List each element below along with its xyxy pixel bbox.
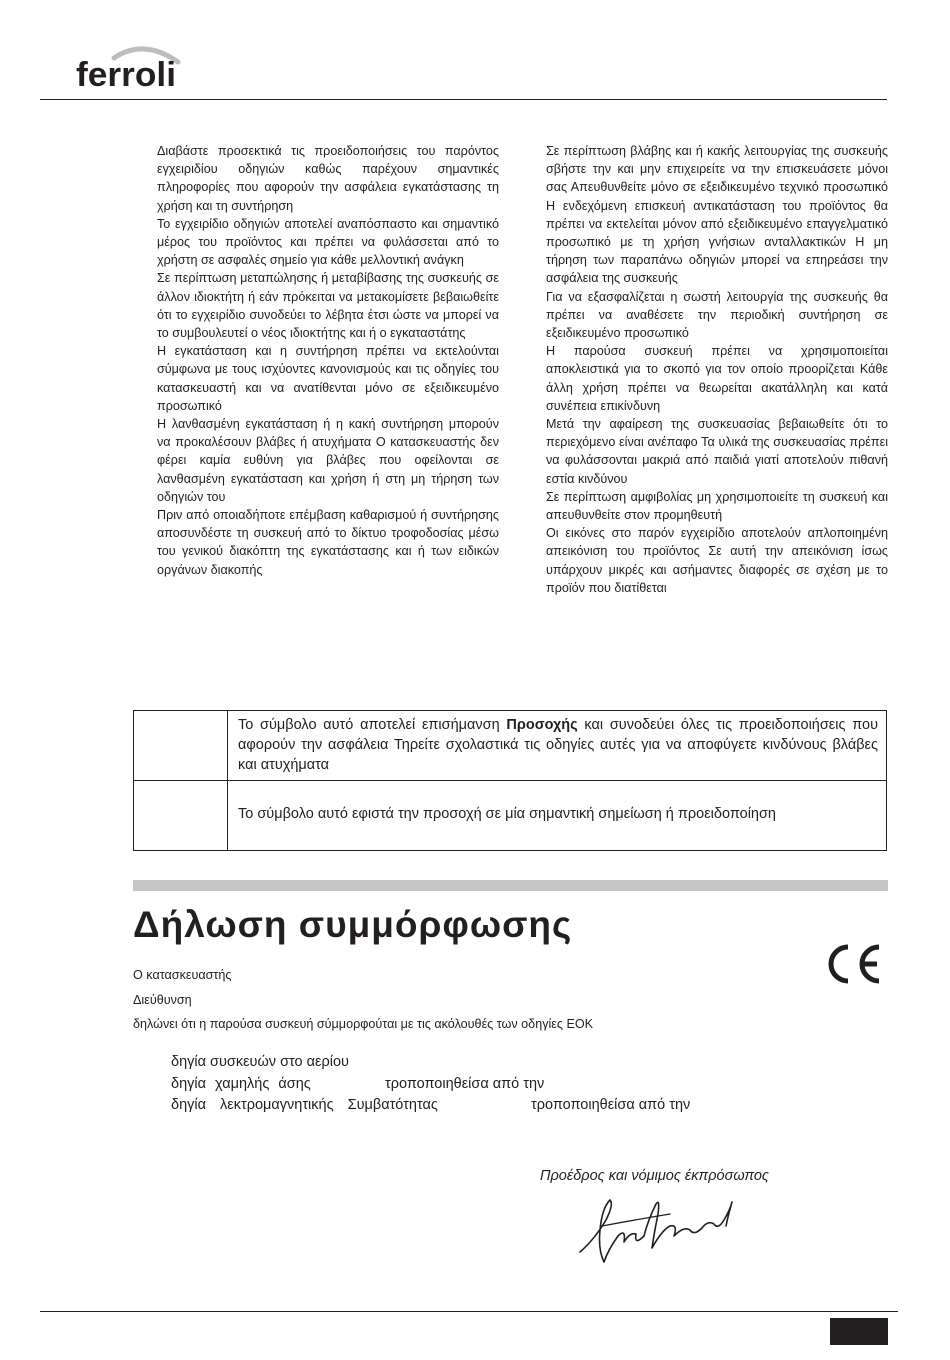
header-rule [40, 99, 887, 100]
paragraph: Η εγκατάσταση και η συντήρηση πρέπει να εκτελούνται σύμφωνα με τους ισχύοντες κανονισμούς και τις οδηγίες του κατασκευαστή και να ανατίθενται μόνο σε εξειδικευμένο προσωπικό [157, 344, 499, 413]
page-number-box [830, 1318, 888, 1345]
paragraph: Η παρούσα συσκευή πρέπει να χρησιμοποιείται αποκλειστικά για το σκοπό για τον οποίο προορίζεται Κάθε άλλη χρήση πρέπει να θεωρείται ακατάλληλη και κατά συνέπεια επικίνδυνη [546, 344, 888, 413]
manufacturer-label: Ο κατασκευαστής [133, 968, 232, 982]
directive-low-voltage-amended: τροποποιηθείσα από την [385, 1076, 545, 1092]
left-column [157, 142, 499, 579]
paragraph: Για να εξασφαλίζεται η σωστή λειτουργία της συσκευής θα πρέπει να αναθέσετε την περιοδική συντήρηση σε εξειδικευμένο προσωπικό [546, 289, 888, 341]
note-symbol-cell [134, 781, 228, 851]
signatory-caption: Προέδρος και νόμιμος έκπρόσωπος [540, 1168, 769, 1184]
paragraph: Το εγχειρίδιο οδηγιών αποτελεί αναπόσπαστο και σημαντικό μέρος του προϊόντος και πρέπει να φυλάσσεται από το χρήστη σε ασφαλές σημείο για κάθε μελλοντική ανάγκη [157, 216, 499, 268]
directive-low-voltage: δηγία χαμηλής άσης [171, 1076, 311, 1092]
directive-emc: δηγία λεκτρομαγνητικής Συμβατότητας [171, 1097, 438, 1113]
warning-text-start: Το σύμβολο αυτό αποτελεί επισήμανση [238, 717, 507, 733]
directive-emc-amended: τροποποιηθείσα από την [531, 1097, 691, 1113]
warning-text-end: και συνοδεύει όλες τις προειδοποιήσεις που αφορούν την ασφάλεια Τηρείτε σχολαστικά τις οδηγίες αυτές για να αποφύγετε κινδύνους βλάβες και ατυχήματα [238, 717, 879, 773]
declaration-statement: δηλώνει ότι η παρούσα συσκευή σύμμορφούται με τις ακόλουθές των οδηγίες ΕΟΚ [133, 1017, 594, 1031]
note-symbol-description: Το σύμβολο αυτό εφιστά την προσοχή σε μία σημαντική σημείωση ή προειδοποίηση [238, 806, 776, 822]
right-column [546, 142, 888, 597]
declaration-title: Δήλωση συμμόρφωσης [133, 904, 573, 945]
ce-mark-icon [822, 942, 884, 986]
warning-keyword: Προσοχής [506, 717, 578, 733]
symbols-table [133, 710, 887, 851]
directive-gas: δηγία συσκευών στο αερίου [171, 1054, 349, 1070]
paragraph: Σε περίπτωση βλάβης και ή κακής λειτουργίας της συσκευής σβήστε την και μην επιχειρείτε να την επισκευάσετε μόνοι σας Απευθυνθείτε μόνο σε εξειδικευμένο τεχνικό προσωπικό Η ενδεχόμενη επισκευή αντικατάσταση του προϊόντος θα πρέπει να εκτελείται μόνον από εξειδικευμένο επαγγελματικό προσωπικό με τη χρήση γνήσιων ανταλλακτικών Η μη τήρηση των παραπάνω οδηγιών μπορεί να επηρεάσει την ασφάλεια της συσκευής [546, 144, 888, 286]
address-label: Διεύθυνση [133, 993, 192, 1007]
warning-symbol-cell [134, 711, 228, 781]
footer-rule [40, 1311, 898, 1312]
logo-text: ferroli [76, 56, 176, 94]
paragraph: Διαβάστε προσεκτικά τις προειδοποιήσεις του παρόντος εγχειριδίου οδηγιών καθώς παρέχουν σημαντικές πληροφορίες που αφορούν την ασφάλεια εγκατάστασης τη χρήση και τη συντήρηση [157, 144, 499, 213]
ferroli-logo [74, 40, 184, 96]
warning-symbol-description [228, 711, 886, 781]
paragraph: Μετά την αφαίρεση της συσκευασίας βεβαιωθείτε ότι το περιεχόμενο είναι ανέπαφο Τα υλικά της συσκευασίας πρέπει να φυλάσσονται μακριά από παιδιά γιατί αποτελούν πιθανή εστία κινδύνου [546, 417, 888, 486]
signature-image [574, 1190, 744, 1270]
section-divider-bar [133, 880, 888, 891]
paragraph: Σε περίπτωση αμφιβολίας μη χρησιμοποιείτε τη συσκευή και απευθυνθείτε στον προμηθευτή [546, 489, 888, 523]
paragraph: Η λανθασμένη εγκατάσταση ή η κακή συντήρηση μπορούν να προκαλέσουν βλάβες ή ατυχήματα Ο κατασκευαστής δεν φέρει καμία ευθύνη για βλάβες που οφείλονται σε λανθασμένη εγκατάσταση και χρήση ή στη μη τήρηση των οδηγιών του [157, 417, 499, 504]
paragraph: Οι εικόνες στο παρόν εγχειρίδιο αποτελούν απλοποιημένη απεικόνιση του προϊόντος Σε αυτή την απεικόνιση ίσως υπάρχουν μικρές και ασήμαντες διαφορές σε σχέση με το προϊόν που διατίθεται [546, 526, 888, 595]
paragraph: Σε περίπτωση μεταπώλησης ή μεταβίβασης της συσκευής σε άλλον ιδιοκτήτη ή εάν πρόκειται να μετακομίσετε βεβαιωθείτε ότι το εγχειρίδιο συνοδεύει το λέβητα έτσι ώστε να μπορεί να το συμβουλευτεί ο νέος ιδιοκτήτης και ή ο εγκαταστάτης [157, 271, 499, 341]
paragraph: Πριν από οποιαδήποτε επέμβαση καθαρισμού ή συντήρησης αποσυνδέστε τη συσκευή από το δίκτυο τροφοδοσίας μέσω του γενικού διακόπτη της εγκατάστασης και ή των ειδικών οργάνων διακοπής [157, 508, 499, 577]
